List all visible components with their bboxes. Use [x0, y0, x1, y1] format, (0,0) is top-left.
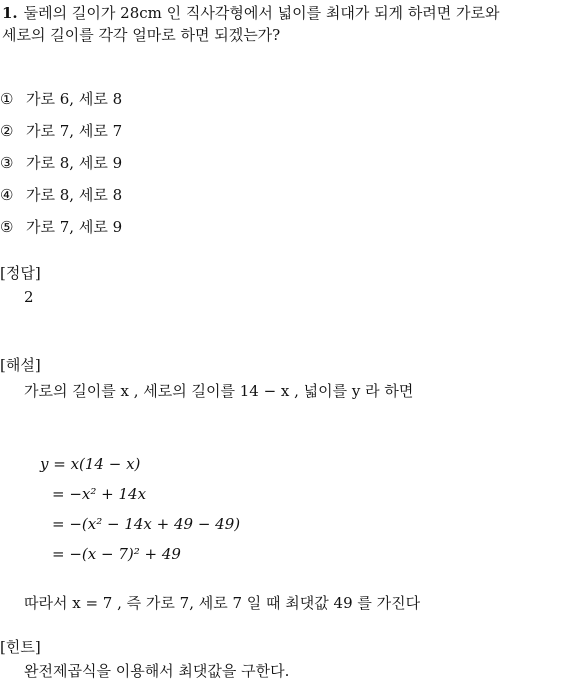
- explanation-intro: 가로의 길이를 x , 세로의 길이를 14 − x , 넓이를 y 라 하면: [24, 382, 414, 400]
- choice-mark: ③: [0, 154, 14, 172]
- question-line-2: 세로의 길이를 각각 얼마로 하면 되겠는가?: [2, 26, 281, 44]
- choice-3[interactable]: [0, 152, 122, 173]
- choice-1[interactable]: [0, 88, 122, 109]
- equation-line-2: = −x² + 14x: [52, 485, 147, 503]
- choice-text: 가로 8, 세로 9: [26, 154, 123, 172]
- question-text-1: 둘레의 길이가 28cm 인 직사각형에서 넓이를 최대가 되게 하려면 가로와: [23, 4, 500, 22]
- choice-text: 가로 7, 세로 9: [26, 218, 123, 236]
- equation-line-3: = −(x² − 14x + 49 − 49): [52, 515, 241, 533]
- question-number: 1.: [2, 4, 18, 22]
- hint-heading: [힌트]: [0, 638, 41, 656]
- choice-2[interactable]: [0, 120, 122, 141]
- choice-5[interactable]: [0, 216, 122, 237]
- answer-heading: [정답]: [0, 264, 41, 282]
- choice-text: 가로 8, 세로 8: [26, 186, 123, 204]
- choice-mark: ⑤: [0, 218, 14, 236]
- choice-text: 가로 7, 세로 7: [26, 122, 123, 140]
- explanation-heading: [해설]: [0, 356, 41, 374]
- explanation-conclusion: 따라서 x = 7 , 즉 가로 7, 세로 7 일 때 최댓값 49 를 가진다: [24, 594, 421, 612]
- answer-value: 2: [24, 288, 34, 306]
- choice-mark: ④: [0, 186, 14, 204]
- question-line-1: [2, 2, 500, 23]
- choice-mark: ②: [0, 122, 14, 140]
- choice-4[interactable]: [0, 184, 122, 205]
- equation-line-4: = −(x − 7)² + 49: [52, 545, 181, 563]
- equation-line-1: y = x(14 − x): [40, 455, 141, 473]
- choice-mark: ①: [0, 90, 14, 108]
- hint-text: 완전제곱식을 이용해서 최댓값을 구한다.: [24, 662, 290, 680]
- choice-text: 가로 6, 세로 8: [26, 90, 123, 108]
